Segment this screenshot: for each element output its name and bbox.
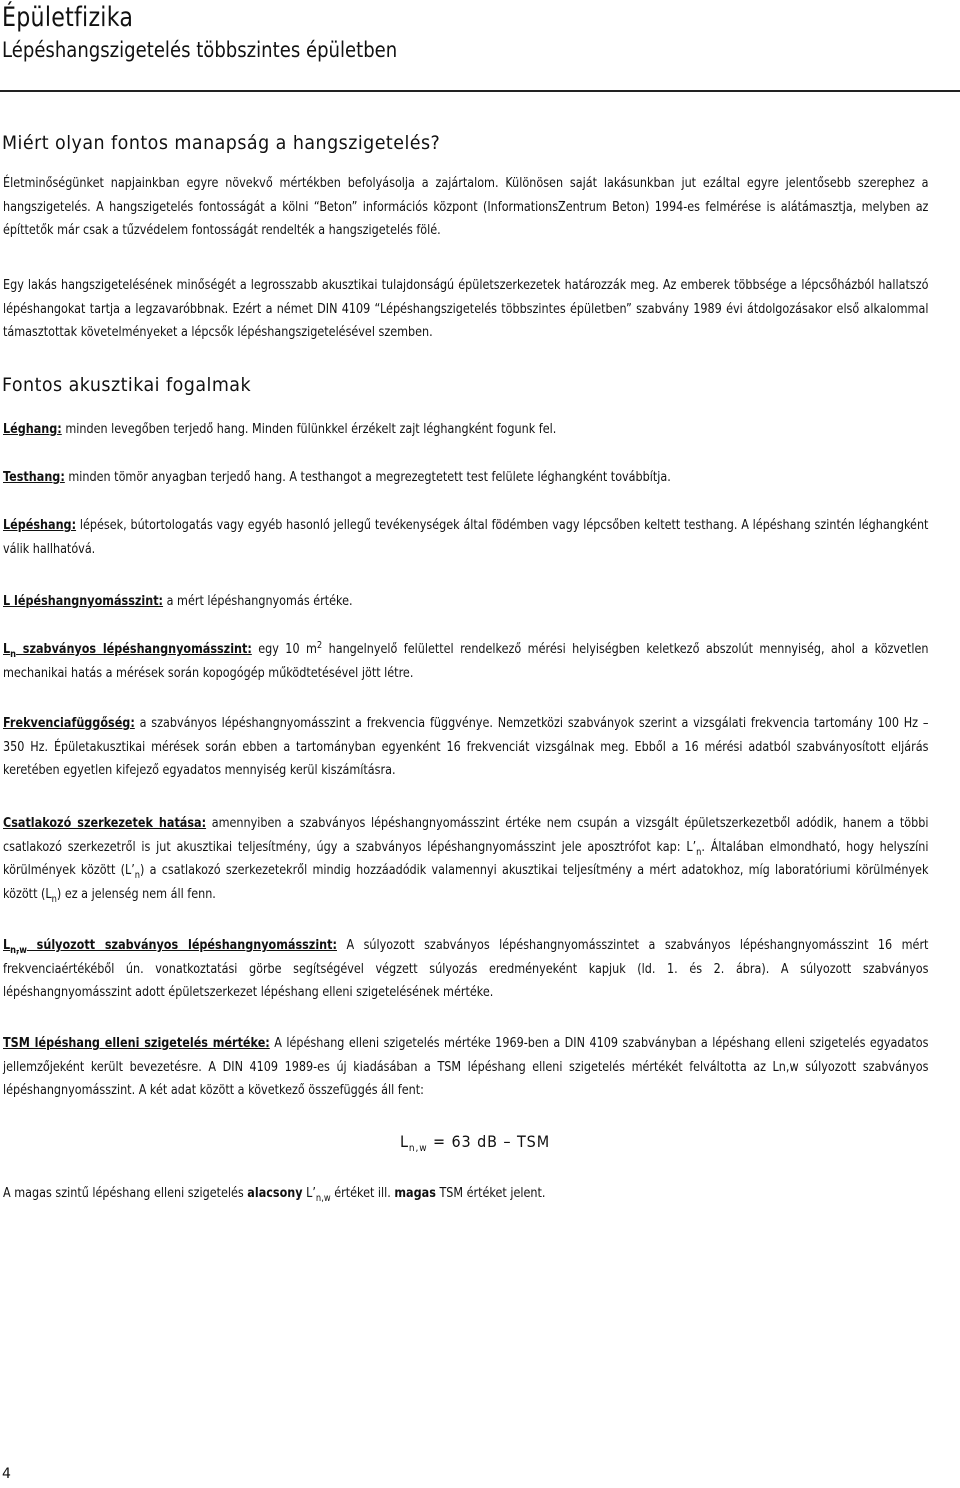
text-part: egy 10 m [258, 641, 317, 657]
definition-text: minden levegőben terjedő hang. Minden fülünkkel érzékelt zajt léghangként fogunk fel. [65, 421, 557, 437]
definition-testhang [3, 466, 928, 490]
text-part: ) a csatlakozó szerkezetekről mindig hozzáadódik valamennyi akusztikai teljesítmény a mért adatokhoz, míg laboratóriumi körülmények között (L [3, 862, 929, 902]
term-subscript: n,w [10, 945, 27, 956]
term-l-level: L lépéshangnyomásszint: [3, 593, 164, 609]
term-csatlakozo: Csatlakozó szerkezetek hatása: [3, 815, 207, 831]
term-testhang: Testhang: [3, 469, 65, 485]
definition-text: A súlyozott szabványos lépéshangnyomásszintet a szabványos lépéshangnyomásszint 16 mért frekvenciaértékéből ún. vonatkoztatási görbe segítségével végzett súlyozás eredményeként kapjuk (ld. 1. és 2. ábra). A súlyozott szabványos lépéshangnyomásszint adott épületszerkezet lépéshang elleni szigetelésének mértéke. [3, 937, 929, 1000]
definition-leghang [3, 418, 928, 442]
formula-symbol: L [400, 1132, 409, 1151]
definition-text: A lépéshang elleni szigetelés mértéke 1969-ben a DIN 4109 szabványban a lépéshang elleni szigetelés egyadatos jellemzőjeként került bevezetésre. A DIN 4109 1989-es új kiadásában a TSM lépéshang elleni szigetelés mértékét felváltotta az Ln,w súlyozott szabványos lépéshangnyomásszint. A két adat között a következő összefüggés áll fent: [3, 1035, 929, 1098]
intro-paragraph-1: Életminőségünket napjainkban egyre növekvő mértékben befolyásolja a zajártalom. Különösen saját lakásunkban jut ezáltal egyre jelentősebb szerephez a hangszigetelés. A hangszigetelés fontosságát a kölni “Beton” információs központ (InformationsZentrum Beton) 1994-es felmérése is alátámasztja, melyben az építtetők már csak a tűzvédelem fontosságát rendelték a hangszigetelés fölé. [3, 175, 929, 238]
section-heading-concepts: Fontos akusztikai fogalmak [2, 374, 252, 396]
definition-tsm [3, 1032, 928, 1103]
definition-l-level [3, 590, 928, 614]
emphasis-low: alacsony [247, 1185, 303, 1201]
text-part: hangelnyelő felülettel rendelkező mérési helyiségben keletkező abszolút mennyiség, ahol a közvetlen mechanikai hatás a mérések során kopogógép működtetésével jött létre. [3, 641, 929, 681]
term-symbol: L [3, 641, 11, 657]
text-subscript: n [134, 870, 141, 881]
definition-lepeshang [3, 514, 928, 561]
emphasis-high: magas [394, 1185, 436, 1201]
text-subscript: n [51, 893, 57, 905]
term-lepeshang: Lépéshang: [3, 517, 77, 533]
term-frekvencia: Frekvenciafüggőség: [3, 715, 135, 731]
definition-text: a mért lépéshangnyomás értéke. [166, 593, 353, 609]
page-subtitle: Lépéshangszigetelés többszintes épületben [2, 38, 398, 62]
text-subscript: n [696, 846, 702, 858]
text-superscript: 2 [316, 640, 323, 651]
text-part: L’ [302, 1185, 316, 1201]
term-subscript: n [10, 649, 17, 660]
text-part: TSM értéket jelent. [435, 1185, 546, 1201]
text-part: ) ez a jelenség nem áll fenn. [56, 885, 216, 902]
definition-csatlakozo [3, 812, 928, 906]
term-ln [3, 641, 252, 660]
formula-subscript: n,w [408, 1143, 428, 1154]
term-tsm: TSM lépéshang elleni szigetelés mértéke: [3, 1035, 270, 1051]
section-heading-importance: Miért olyan fontos manapság a hangszigetelés? [2, 132, 441, 154]
page-title: Épületfizika [2, 2, 134, 33]
term-symbol: L [3, 937, 11, 953]
term-lnw [3, 937, 337, 956]
text-part: értéket ill. [330, 1185, 395, 1201]
definition-ln [3, 638, 928, 685]
term-leghang: Léghang: [3, 421, 62, 437]
formula-rhs: = 63 dB – TSM [427, 1132, 551, 1151]
header-divider [0, 90, 960, 92]
definition-text: a szabványos lépéshangnyomásszint a frekvencia függvénye. Nemzetközi szabványok szerint a vizsgálati frekvencia tartomány 100 Hz – 350 Hz. Épületakusztikai mérések során ebben a tartományban egyenként 16 frekvenciát vizsgálnak meg. Ebből a 16 mérési adatból szabványosított eljárás keretében egyetlen kifejező egyadatos mennyiség kerül kiszámításra. [3, 715, 929, 778]
text-part: . Általában elmondható, hogy helyszíni körülmények között (L’ [3, 838, 929, 878]
intro-paragraph-2: Egy lakás hangszigetelésének minőségét a legrosszabb akusztikai tulajdonságú épületszerkezetek határozzák meg. Az emberek többsége a lépcsőházból hallatszó lépéshangokat tartja a legzavaróbbnak. Ezért a német DIN 4109 “Lépéshangszigetelés többszintes épületben” szabvány 1989 évi átdolgozásakor első alkalommal támasztottak követelményeket a lépcsők lépéshangszigetelésével szemben. [3, 277, 929, 340]
text-subscript: n,w [315, 1193, 331, 1204]
term-label: súlyozott szabványos lépéshangnyomásszint: [26, 937, 337, 953]
definition-lnw [3, 934, 928, 1005]
definition-text: minden tömör anyagban terjedő hang. A testhangot a megrezegtetett test felülete léghangként továbbítja. [68, 469, 671, 485]
formula-lnw-tsm [400, 1132, 551, 1154]
closing-sentence [3, 1182, 928, 1206]
text-part: amennyiben a szabványos lépéshangnyomásszint értéke nem csupán a vizsgált épületszerkezetből adódik, hanem a többi csatlakozó szerkezetről is jut akusztikai teljesítmény, úgy a szabványos lépéshangnyomásszint jele aposztrófot kap: L’ [3, 815, 929, 855]
definition-frekvencia [3, 712, 928, 783]
page-number: 4 [2, 1466, 11, 1482]
term-label: szabványos lépéshangnyomásszint: [16, 641, 252, 657]
definition-text: lépések, bútortologatás vagy egyéb hasonló jellegű tevékenységek által födémben vagy lépcsőben keltett testhang. A lépéshang szintén léghangként válik hallhatóvá. [3, 517, 929, 557]
text-part: A magas szintű lépéshang elleni szigetelés [3, 1185, 248, 1201]
